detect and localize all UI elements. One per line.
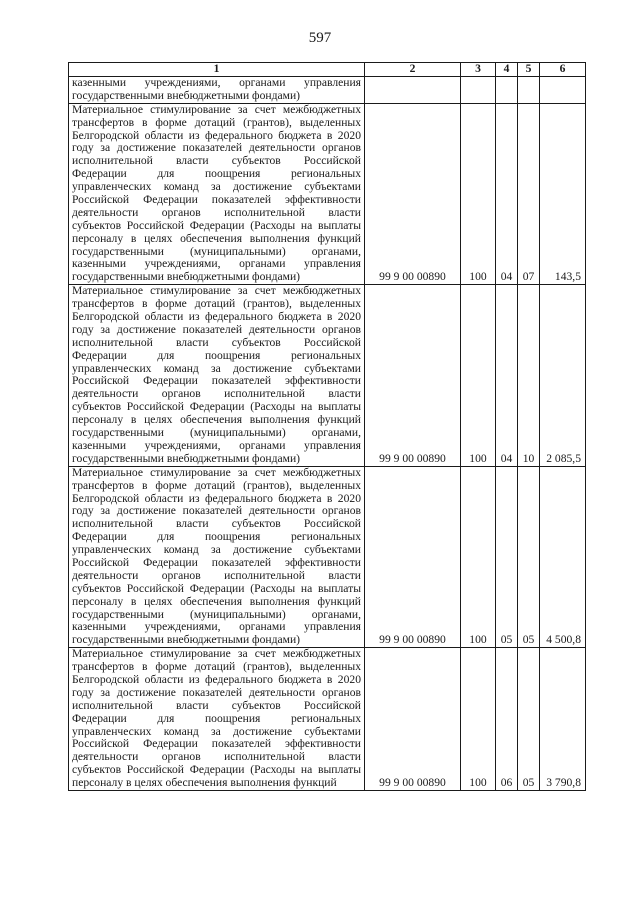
row-col-4 <box>496 77 518 104</box>
description-line: Федерации для поощрения региональных <box>72 349 361 362</box>
description-line: трансфертов в форме дотаций (грантов), выделенных <box>72 298 361 311</box>
row-col-3 <box>461 77 496 104</box>
row-amount: 2 085,5 <box>540 285 586 466</box>
description-line: деятельности органов исполнительной власти <box>72 206 361 219</box>
description-line: управленческих команд за достижение субъектами <box>72 181 361 194</box>
description-line: субъектов Российской Федерации (Расходы на выплаты <box>72 401 361 414</box>
description-line: Федерации для поощрения региональных <box>72 531 361 544</box>
row-amount <box>540 77 586 104</box>
description-line: казенными учреждениями, органами управления <box>72 621 361 634</box>
description-line: исполнительной власти субъектов Российской <box>72 155 361 168</box>
description-line: государственными внебюджетными фондами) <box>72 89 301 102</box>
row-description <box>69 103 365 284</box>
description-line: Федерации для поощрения региональных <box>72 168 361 181</box>
description-line: государственными (муниципальными) органами, <box>72 245 361 258</box>
description-line: трансфертов в форме дотаций (грантов), выделенных <box>72 479 361 492</box>
description-line: Материальное стимулирование за счет межбюджетных <box>72 648 361 661</box>
table-row <box>69 103 586 284</box>
row-code: 99 9 00 00890 <box>365 466 461 647</box>
description-line: году за достижение показателей деятельности органов <box>72 505 361 518</box>
description-line: деятельности органов исполнительной власти <box>72 751 361 764</box>
page-number: 597 <box>308 30 332 46</box>
table-header-row <box>69 63 586 77</box>
description-line: исполнительной власти субъектов Российской <box>72 518 361 531</box>
description-line: государственными внебюджетными фондами) <box>72 634 301 647</box>
row-col-3: 100 <box>461 466 496 647</box>
budget-table <box>68 62 586 791</box>
description-line: Материальное стимулирование за счет межбюджетных <box>72 285 361 298</box>
description-line: субъектов Российской Федерации (Расходы на выплаты <box>72 764 361 777</box>
description-line: государственными (муниципальными) органами, <box>72 427 361 440</box>
description-line: Российской Федерации показателей эффективности <box>72 738 361 751</box>
description-line: Российской Федерации показателей эффективности <box>72 194 361 207</box>
description-line: году за достижение показателей деятельности органов <box>72 142 361 155</box>
description-line: году за достижение показателей деятельности органов <box>72 686 361 699</box>
description-line: управленческих команд за достижение субъектами <box>72 362 361 375</box>
row-col-3: 100 <box>461 285 496 466</box>
description-line: Белгородской области из федерального бюджета в 2020 <box>72 492 361 505</box>
description-line: управленческих команд за достижение субъектами <box>72 544 361 557</box>
description-line: казенными учреждениями, органами управления <box>72 439 361 452</box>
description-line: году за достижение показателей деятельности органов <box>72 323 361 336</box>
description-line: персоналу в целях обеспечения выполнения функций <box>72 414 361 427</box>
description-line: персоналу в целях обеспечения выполнения функций <box>72 595 361 608</box>
description-line: государственными внебюджетными фондами) <box>72 271 301 284</box>
row-description <box>69 285 365 466</box>
table-row <box>69 466 586 647</box>
description-line: казенными учреждениями, органами управления <box>72 77 361 89</box>
row-col-5: 07 <box>518 103 540 284</box>
description-line: управленческих команд за достижение субъектами <box>72 725 361 738</box>
header-col-4: 4 <box>496 63 518 77</box>
description-line: персоналу в целях обеспечения выполнения функций <box>72 777 337 790</box>
description-line: казенными учреждениями, органами управления <box>72 258 361 271</box>
row-description <box>69 466 365 647</box>
row-col-5: 10 <box>518 285 540 466</box>
header-col-3: 3 <box>461 63 496 77</box>
description-line: персоналу в целях обеспечения выполнения функций <box>72 232 361 245</box>
description-line: исполнительной власти субъектов Российской <box>72 699 361 712</box>
description-line: трансфертов в форме дотаций (грантов), выделенных <box>72 661 361 674</box>
row-col-5: 05 <box>518 466 540 647</box>
description-line: деятельности органов исполнительной власти <box>72 569 361 582</box>
table-row <box>69 648 586 791</box>
description-line: Материальное стимулирование за счет межбюджетных <box>72 103 361 116</box>
description-line: Белгородской области из федерального бюджета в 2020 <box>72 129 361 142</box>
row-col-3: 100 <box>461 648 496 791</box>
table-row <box>69 77 586 104</box>
description-line: государственными (муниципальными) органами, <box>72 608 361 621</box>
description-line: Российской Федерации показателей эффективности <box>72 375 361 388</box>
description-line: субъектов Российской Федерации (Расходы на выплаты <box>72 582 361 595</box>
row-code: 99 9 00 00890 <box>365 285 461 466</box>
row-col-3: 100 <box>461 103 496 284</box>
row-code: 99 9 00 00890 <box>365 648 461 791</box>
row-amount: 143,5 <box>540 103 586 284</box>
row-col-5: 05 <box>518 648 540 791</box>
description-line: Белгородской области из федерального бюджета в 2020 <box>72 311 361 324</box>
description-line: государственными внебюджетными фондами) <box>72 452 301 465</box>
description-line: субъектов Российской Федерации (Расходы на выплаты <box>72 219 361 232</box>
description-line: деятельности органов исполнительной власти <box>72 388 361 401</box>
description-line: Материальное стимулирование за счет межбюджетных <box>72 466 361 479</box>
row-amount: 4 500,8 <box>540 466 586 647</box>
header-col-6: 6 <box>540 63 586 77</box>
row-code <box>365 77 461 104</box>
description-line: Российской Федерации показателей эффективности <box>72 556 361 569</box>
description-line: трансфертов в форме дотаций (грантов), выделенных <box>72 116 361 129</box>
row-description <box>69 648 365 791</box>
row-amount: 3 790,8 <box>540 648 586 791</box>
row-col-4: 04 <box>496 285 518 466</box>
table-row <box>69 285 586 466</box>
row-description <box>69 77 365 104</box>
header-col-5: 5 <box>518 63 540 77</box>
description-line: исполнительной власти субъектов Российской <box>72 336 361 349</box>
row-col-4: 05 <box>496 466 518 647</box>
row-col-4: 04 <box>496 103 518 284</box>
row-code: 99 9 00 00890 <box>365 103 461 284</box>
description-line: Белгородской области из федерального бюджета в 2020 <box>72 673 361 686</box>
header-col-1: 1 <box>69 63 365 77</box>
row-col-5 <box>518 77 540 104</box>
row-col-4: 06 <box>496 648 518 791</box>
header-col-2: 2 <box>365 63 461 77</box>
description-line: Федерации для поощрения региональных <box>72 712 361 725</box>
